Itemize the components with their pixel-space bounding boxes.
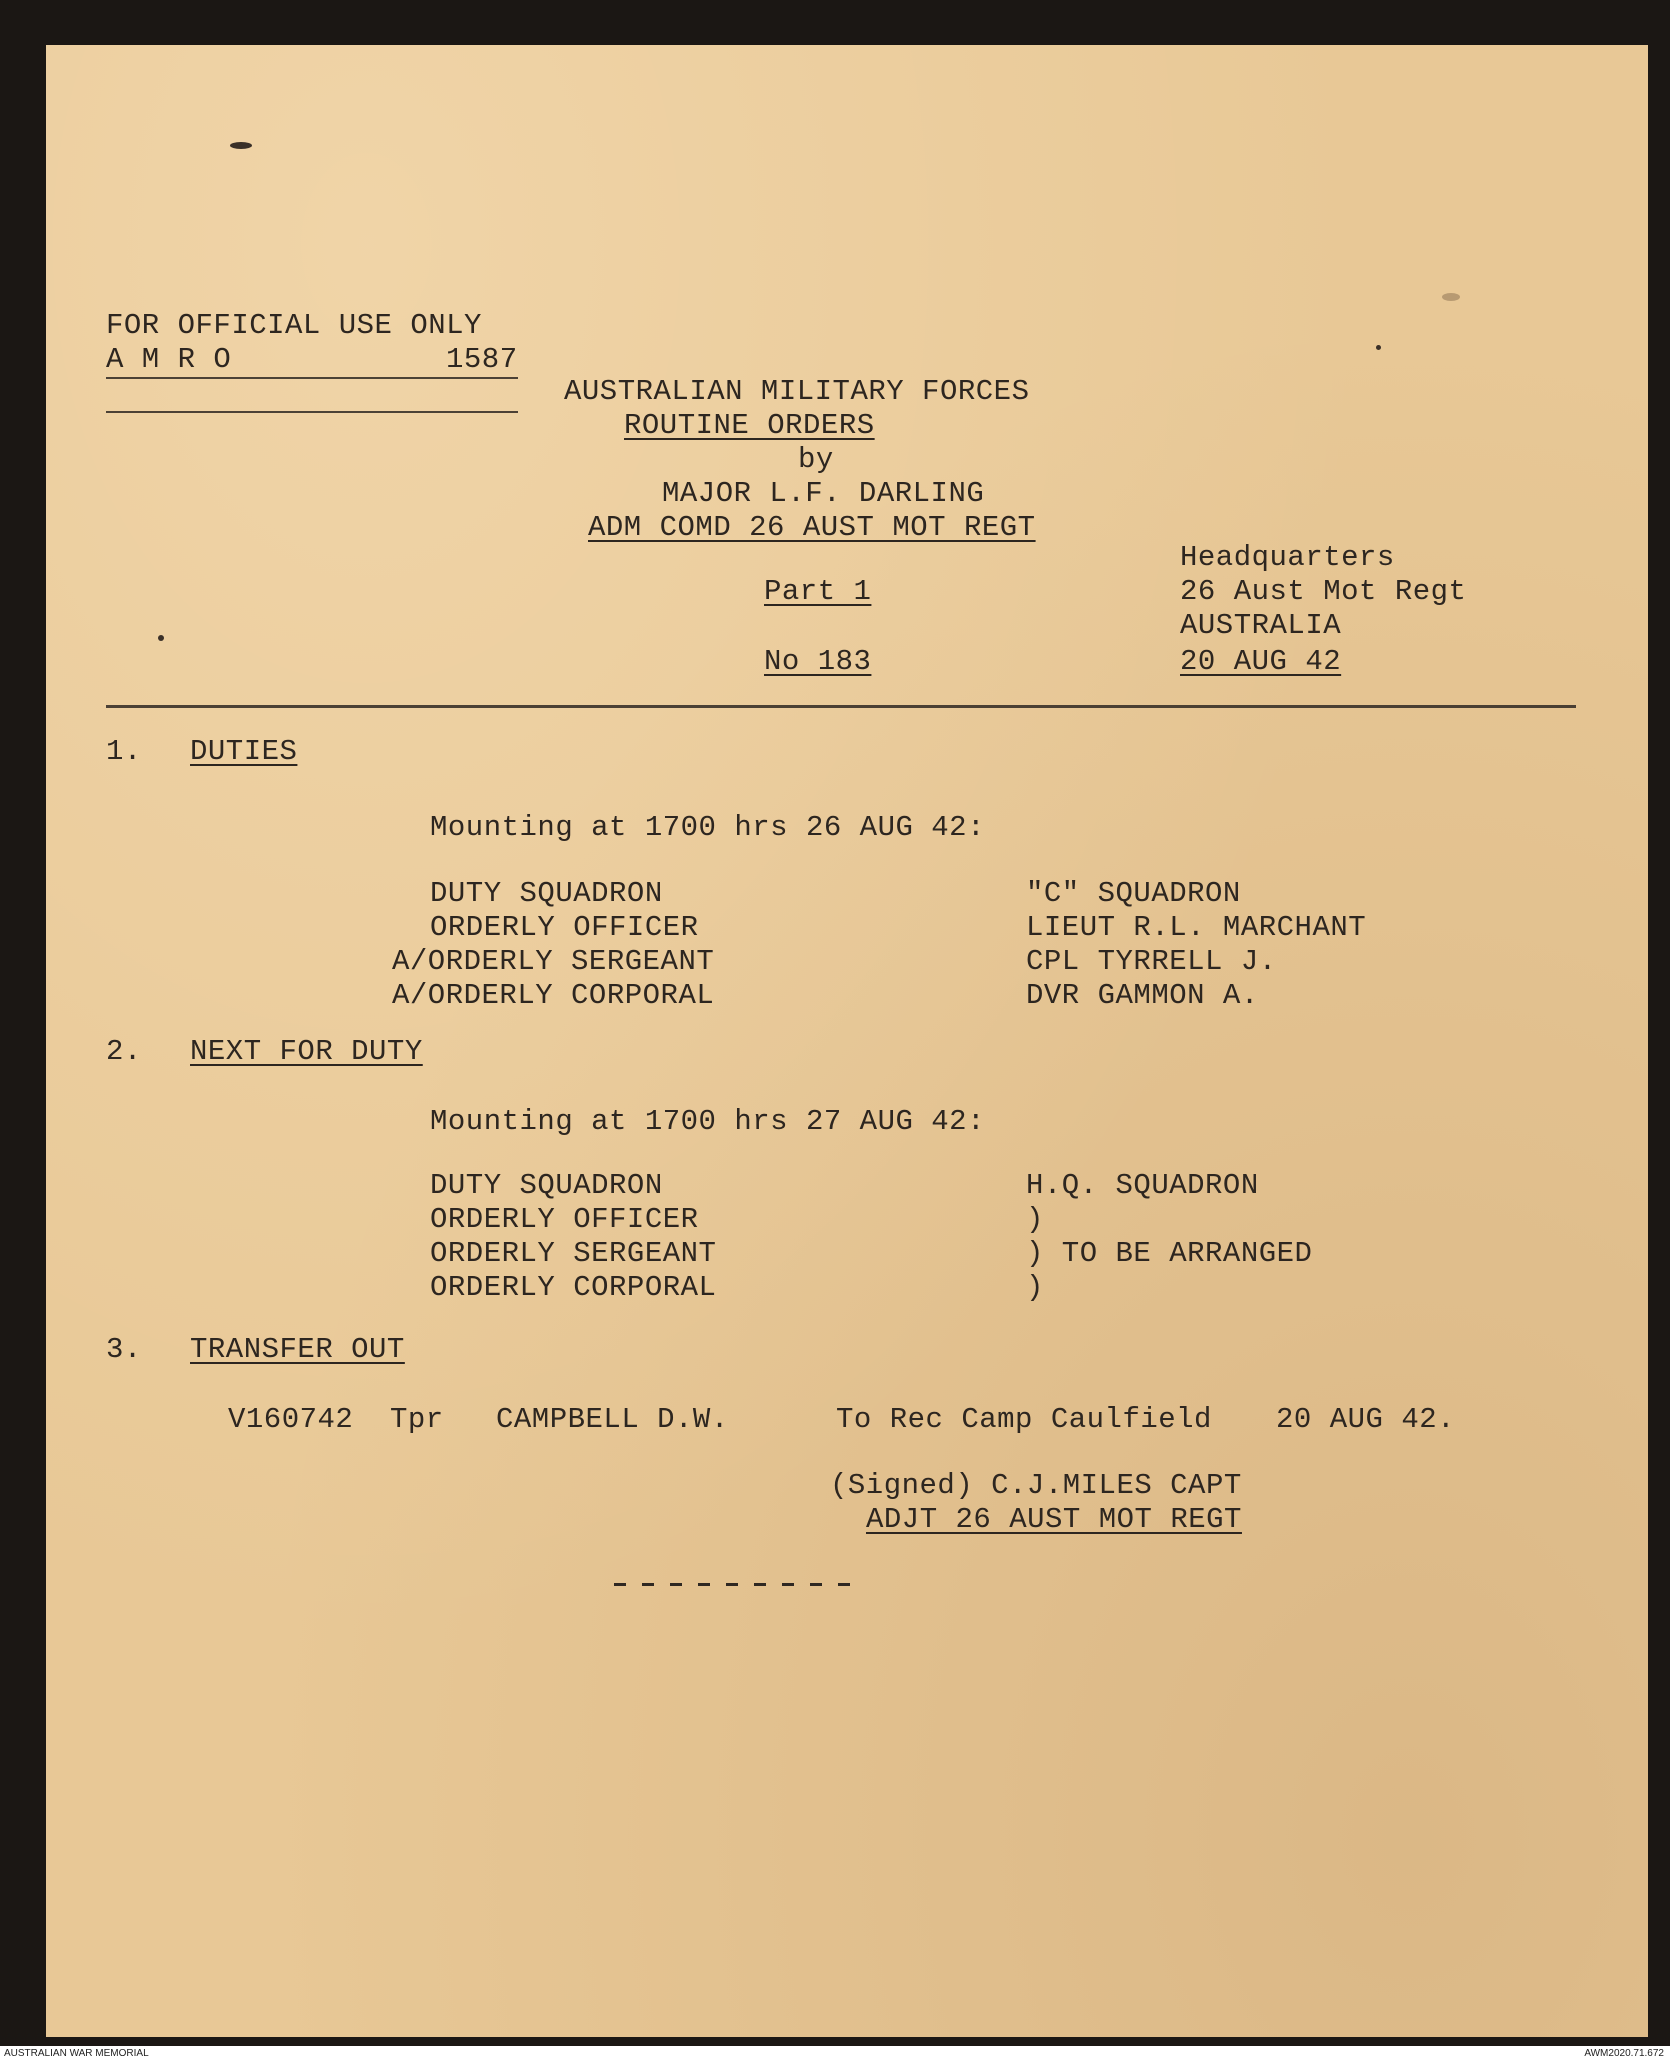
section-2-number: 2. (106, 1035, 142, 1068)
document-page (46, 45, 1648, 2037)
duty-assignee-3: CPL TYRRELL J. (1026, 945, 1277, 978)
section-divider (106, 705, 1576, 708)
duty-role-4: A/ORDERLY CORPORAL (392, 979, 715, 1012)
duty-assignee-4: DVR GAMMON A. (1026, 979, 1259, 1012)
amro-number: 1587 (446, 343, 518, 376)
duty-role-2: ORDERLY OFFICER (430, 911, 699, 944)
duty-assignee-1: "C" SQUADRON (1026, 877, 1241, 910)
transfer-name: CAMPBELL D.W. (496, 1403, 729, 1436)
transfer-number: V160742 (228, 1403, 354, 1436)
next-role-4: ORDERLY CORPORAL (430, 1271, 717, 1304)
ink-speck (158, 635, 164, 641)
section-1-number: 1. (106, 735, 142, 768)
next-assignee-1: H.Q. SQUADRON (1026, 1169, 1259, 1202)
next-role-3: ORDERLY SERGEANT (430, 1237, 717, 1270)
signature-line-1: (Signed) C.J.MILES CAPT (830, 1469, 1242, 1502)
duty-role-1: DUTY SQUADRON (430, 877, 663, 910)
next-role-1: DUTY SQUADRON (430, 1169, 663, 1202)
part-label: Part 1 (764, 575, 872, 608)
section-1-heading: DUTIES (190, 735, 298, 768)
next-assignee-3: ) TO BE ARRANGED (1026, 1237, 1313, 1270)
classification-label: FOR OFFICIAL USE ONLY (106, 309, 482, 342)
next-assignee-4: ) (1026, 1271, 1044, 1304)
header-underline-2 (106, 411, 518, 413)
transfer-rank: Tpr (390, 1403, 444, 1436)
footer-source: AUSTRALIAN WAR MEMORIAL (4, 2048, 149, 2059)
title-line-4: MAJOR L.F. DARLING (662, 477, 985, 510)
section-3-heading: TRANSFER OUT (190, 1333, 405, 1366)
section-3-number: 3. (106, 1333, 142, 1366)
duty-assignee-2: LIEUT R.L. MARCHANT (1026, 911, 1367, 944)
order-number: No 183 (764, 645, 872, 678)
transfer-date: 20 AUG 42. (1276, 1403, 1456, 1436)
transfer-detail: To Rec Camp Caulfield (836, 1403, 1212, 1436)
ink-speck-2 (1376, 345, 1381, 350)
title-line-2: ROUTINE ORDERS (624, 409, 875, 442)
amro-label: A M R O (106, 343, 232, 376)
hq-line-3: AUSTRALIA (1180, 609, 1342, 642)
title-line-5: ADM COMD 26 AUST MOT REGT (588, 511, 1036, 544)
next-role-2: ORDERLY OFFICER (430, 1203, 699, 1236)
signature-line-2: ADJT 26 AUST MOT REGT (866, 1503, 1242, 1536)
header-underline (106, 377, 518, 379)
section-2-heading: NEXT FOR DUTY (190, 1035, 423, 1068)
paper-blemish (1442, 293, 1460, 301)
section-1-intro: Mounting at 1700 hrs 26 AUG 42: (430, 811, 985, 844)
duty-role-3: A/ORDERLY SERGEANT (392, 945, 715, 978)
title-line-3: by (798, 443, 834, 476)
hq-line-2: 26 Aust Mot Regt (1180, 575, 1467, 608)
section-2-intro: Mounting at 1700 hrs 27 AUG 42: (430, 1105, 985, 1138)
ink-mark (230, 142, 252, 149)
next-assignee-2: ) (1026, 1203, 1044, 1236)
title-line-1: AUSTRALIAN MILITARY FORCES (564, 375, 1030, 408)
footer-id: AWM2020.71.672 (1584, 2048, 1664, 2059)
hq-line-1: Headquarters (1180, 541, 1395, 574)
hq-date: 20 AUG 42 (1180, 645, 1342, 678)
